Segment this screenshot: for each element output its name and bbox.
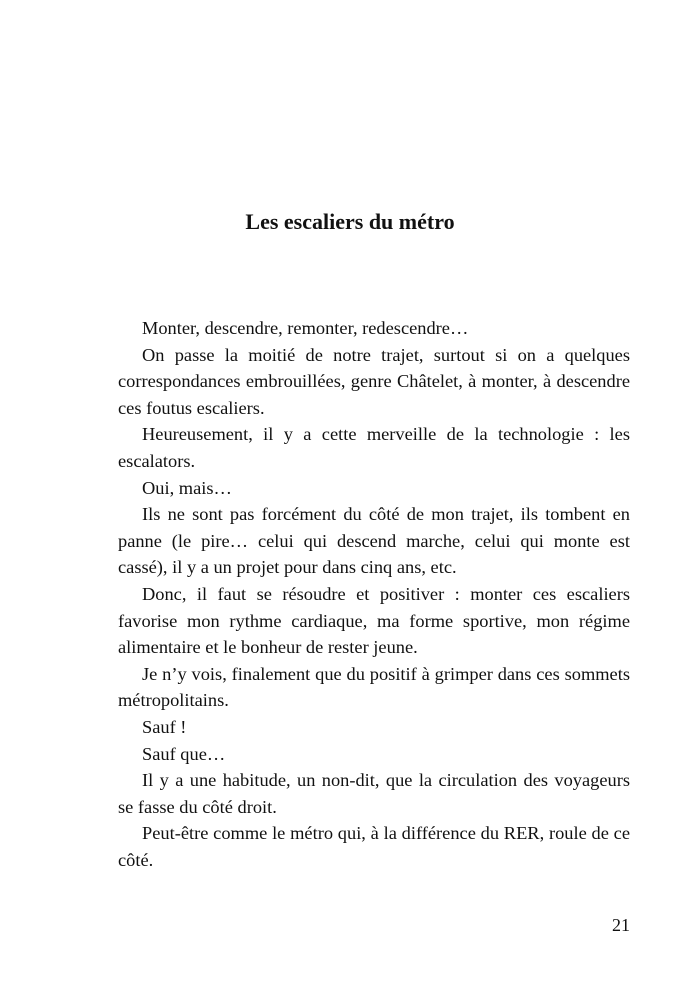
page-number: 21 (612, 915, 630, 935)
paragraph: Sauf que… (142, 743, 226, 764)
paragraph: Sauf ! (142, 716, 187, 737)
paragraph: Heureusement, il y a cette merveille de la technologie : les escalators. (118, 424, 630, 471)
paragraph: Peut-être comme le métro qui, à la différence du RER, roule de ce côté. (118, 823, 630, 870)
chapter-title: Les escaliers du métro (245, 209, 455, 234)
paragraph: Donc, il faut se résoudre et positiver : monter ces escaliers favorise mon rythme cardiaque, ma forme sportive, mon régime alimentaire et le bonheur de rester jeune. (118, 583, 630, 658)
paragraph: Oui, mais… (142, 477, 232, 498)
paragraph: Monter, descendre, remonter, redescendre… (142, 318, 469, 338)
paragraph: Je n’y vois, finalement que du positif à grimper dans ces sommets métropolitains. (118, 663, 630, 711)
chapter-body (118, 315, 630, 873)
paragraph: On passe la moitié de notre trajet, surtout si on a quelques correspondances embrouillées, genre Châtelet, à monter, à descendre ces foutus escaliers. (118, 344, 630, 418)
paragraph: Il y a une habitude, un non-dit, que la circulation des voyageurs se fasse du côté droit. (118, 770, 630, 817)
paragraph: Ils ne sont pas forcément du côté de mon trajet, ils tombent en panne (le pire… celui qui descend marche, celui qui monte est cassé), il y a un projet pour dans cinq ans, etc. (118, 504, 630, 578)
